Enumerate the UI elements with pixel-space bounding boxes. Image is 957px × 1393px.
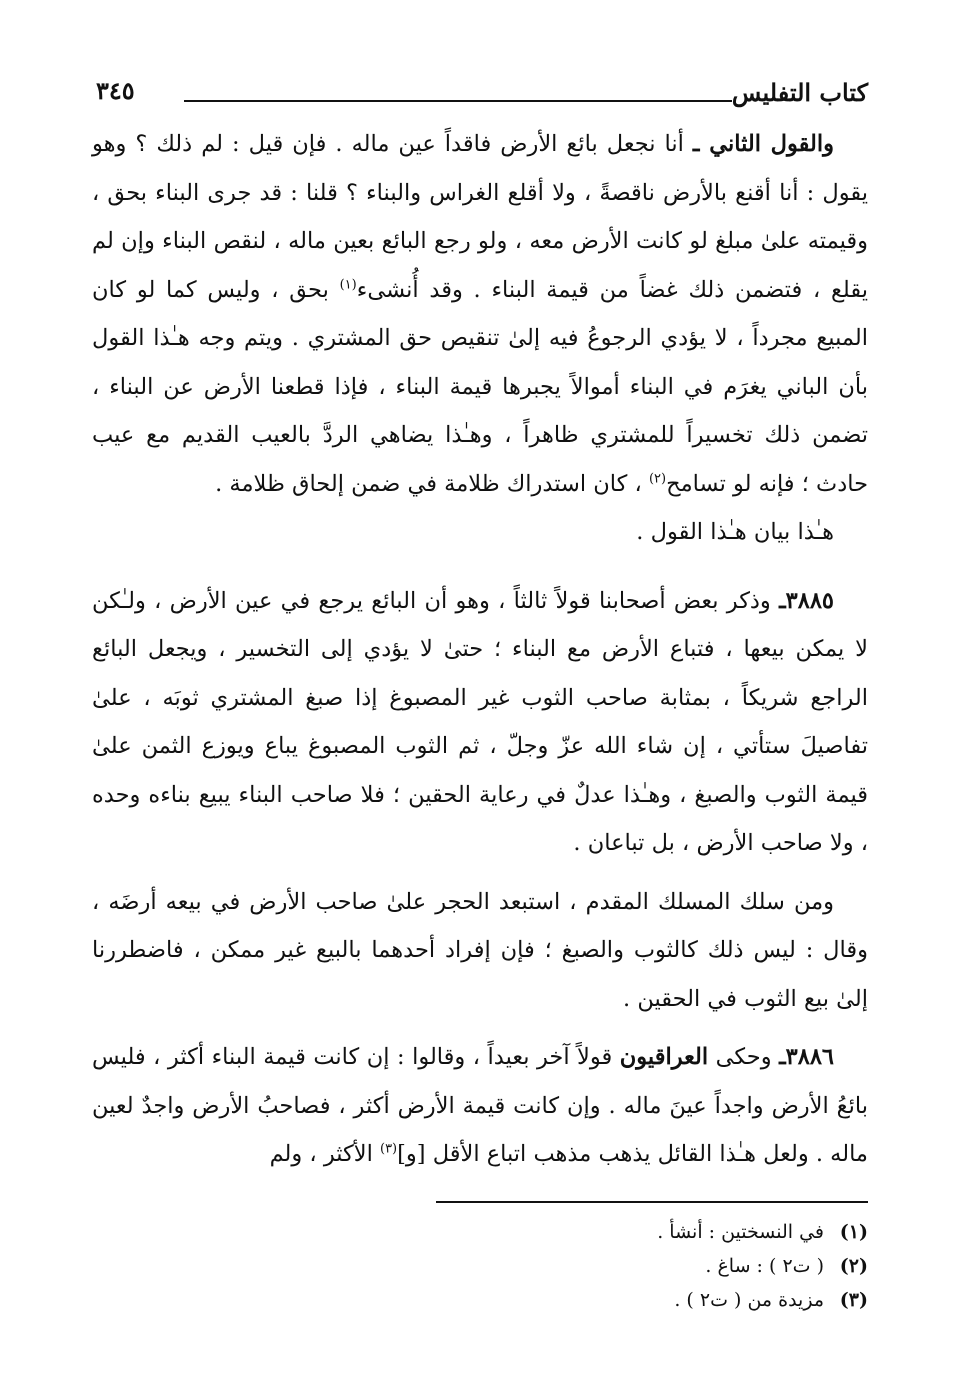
paragraph-number-3885: ٣٨٨٥ـ (779, 587, 834, 614)
spacer (92, 868, 868, 878)
paragraph-lead: والقول الثاني ـ (692, 131, 834, 157)
footnote-number: (١) (839, 1220, 868, 1243)
footnote-ref-1[interactable]: (١) (339, 277, 357, 292)
paragraph-number-3886: ٣٨٨٦ـ (779, 1044, 835, 1070)
paragraph-text: وذكر بعض أصحابنا قولاً ثالثاً ، وهو أن البائع يرجع في عين الأرض ، ولـٰكن لا يمكن بيعها ، فتباع الأرض مع البناء ؛ حتىٰ لا يؤدي إلى التخسير ، ويجعل البائع الراجع شريكاً ، بمثابة صاحب الثوب غير المصبوغ إذا صبغ المشتري ثوبَه ، علىٰ تفاصيلَ ستأتي ، إن شاء الله عزّ وجلّ ، ثم الثوب المصبوغ يباع ويوزع الثمن علىٰ قيمة الثوب والصبغ ، وهـٰذا عدلٌ في رعاية الحقين ؛ فلا صاحب البناء يبيع بناءه وحده ، ولا صاحب الأرض ، بل تباعان . (92, 587, 868, 856)
page-header (92, 68, 868, 120)
footnote-2 (92, 1249, 868, 1283)
paragraph-4: ومن سلك المسلك المقدم ، استبعد الحجر علىٰ صاحب الأرض في بيعه أرضَه ، وقال : ليس ذلك كالثوب والصبغ ؛ فإن إفراد أحدهما بالبيع غير ممكن ، فاضطررنا إلىٰ بيع الثوب في الحقين . (92, 888, 868, 1012)
running-title: كتاب التفليس (731, 78, 868, 107)
paragraph-text-end: ، كان استدراك ظلامة في ضمن إلحاق ظلامة . (215, 470, 642, 497)
spacer (92, 1023, 868, 1033)
footnote-1 (92, 1215, 868, 1249)
book-page (92, 68, 868, 1317)
footnote-ref-2[interactable]: (٢) (648, 471, 667, 486)
footnote-ref-3[interactable]: (٣) (379, 1141, 398, 1157)
footnote-number: (٣) (839, 1288, 868, 1311)
paragraph-text-continued: بحق ، وليس كما لو كان المبيع مجرداً ، لا يؤدي الرجوعُ فيه إلىٰ تنقيص حق المشتري . ويتم وجه هـٰذا القول بأن الباني يغرَم في البناء أموالاً يجبرها قيمة البناء ، فإذا قطعنا الأرض عن البناء ، تضمن ذلك تخسيراً للمشتري ظاهراً ، وهـٰذا يضاهي الردَّ بالعيب القديم مع عيب حادث ؛ فإنه لو تسامح (92, 276, 868, 497)
paragraph-text-start: وحكى (715, 1044, 772, 1070)
paragraph-3 (92, 577, 868, 868)
footnotes (92, 1215, 868, 1317)
paragraph-1 (92, 120, 868, 508)
footnote-number: (٢) (839, 1254, 868, 1277)
paragraph-text-end: الأكثر ، ولم (269, 1141, 373, 1167)
footnote-text: مزيدة من ( ت٢ ) . (674, 1288, 824, 1311)
footnote-text: في النسختين : أنشأ . (657, 1220, 824, 1243)
header-rule (184, 100, 732, 102)
paragraph-text: قولاً آخر بعيداً ، وقالوا : إن كانت قيمة البناء أكثر ، فليس بائعُ الأرض واجداً عينَ ماله . وإن كانت قيمة الأرض أكثر ، فصاحبُ الأرض واجدٌ لعين ماله . ولعل هـٰذا القائل يذهب مذهب اتباع الأقل [و] (92, 1044, 868, 1167)
footnote-3 (92, 1283, 868, 1317)
spacer (92, 557, 868, 577)
footnote-rule (436, 1201, 868, 1203)
paragraph-text: أنا نجعل بائع الأرض فاقداً عين ماله . فإن قيل : لم ذلك ؟ وهو يقول : أنا أقنع بالأرض ناقصةً ، ولا أقلع الغراس والبناء ؟ قلنا : قد جرى البناء بحق ، وقيمته علىٰ مبلغ لو كانت الأرض معه ، ولو رجع البائع بعين ماله ، لنقص البناء وإن لم يقلع ، فتضمن ذلك غضاً من قيمة البناء . وقد أُنشىء (92, 131, 869, 303)
paragraph-2: هـٰذا بيان هـٰذا القول . (636, 519, 834, 545)
page-number: ٣٤٥ (96, 76, 135, 105)
paragraph-emphasis: العراقيون (619, 1044, 709, 1070)
footnote-text: ( ت٢ ) : ساغ . (705, 1254, 824, 1277)
paragraph-5 (92, 1033, 868, 1179)
